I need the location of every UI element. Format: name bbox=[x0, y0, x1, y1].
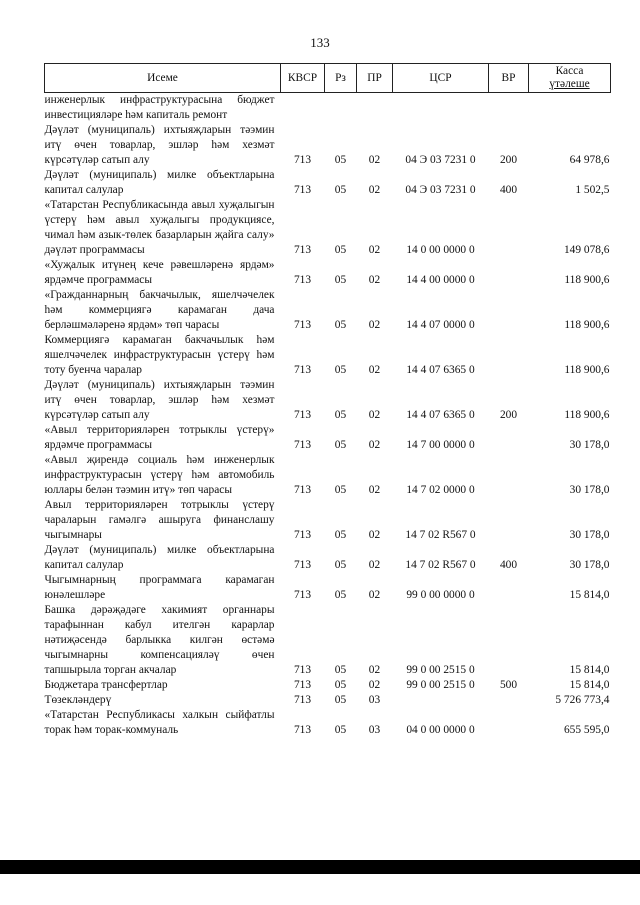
header-name: Исеме bbox=[45, 64, 281, 93]
table-header-row bbox=[45, 64, 611, 93]
row-name: «Хуҗалык итүнең кече рәвешләренә ярдәм» ярдәмче программасы bbox=[44, 259, 275, 286]
row-pr: 02 bbox=[368, 364, 381, 376]
row-amount: 118 900,6 bbox=[564, 319, 610, 331]
row-vr: 400 bbox=[499, 559, 518, 571]
row-pr: 02 bbox=[368, 274, 381, 286]
row-name: Төзекләндерү bbox=[44, 694, 112, 706]
row-vr bbox=[489, 453, 529, 498]
row-vr bbox=[489, 603, 529, 678]
row-pr: 03 bbox=[368, 724, 381, 736]
row-kvsr: 713 bbox=[293, 409, 312, 421]
row-kvsr: 713 bbox=[293, 724, 312, 736]
row-amount: 5 726 773,4 bbox=[555, 694, 610, 706]
row-kvsr: 713 bbox=[293, 664, 312, 676]
row-vr bbox=[489, 258, 529, 288]
row-pr: 02 bbox=[368, 409, 381, 421]
row-csr: 99 0 00 0000 0 bbox=[406, 589, 475, 601]
row-kvsr: 713 bbox=[293, 694, 312, 706]
row-kvsr: 713 bbox=[293, 439, 312, 451]
table-row bbox=[45, 168, 611, 198]
row-name: «Авыл җирендә социаль һәм инженерлык инфраструктурасын үстерү һәм автомобиль юллары белән тәэмин итү» төп чарасы bbox=[44, 454, 275, 496]
table-row bbox=[45, 603, 611, 678]
row-vr bbox=[489, 423, 529, 453]
table-row bbox=[45, 543, 611, 573]
row-vr bbox=[489, 333, 529, 378]
row-rz: 05 bbox=[334, 274, 347, 286]
row-amount bbox=[529, 93, 611, 124]
row-pr: 02 bbox=[368, 664, 381, 676]
row-vr: 400 bbox=[499, 184, 518, 196]
row-rz: 05 bbox=[334, 244, 347, 256]
table-row bbox=[45, 378, 611, 423]
header-vr: ВР bbox=[489, 64, 529, 93]
row-kvsr: 713 bbox=[293, 679, 312, 691]
table-row bbox=[45, 333, 611, 378]
row-csr: 14 7 02 R567 0 bbox=[405, 529, 476, 541]
row-amount: 15 814,0 bbox=[569, 679, 610, 691]
table-body bbox=[45, 93, 611, 739]
row-amount: 30 178,0 bbox=[569, 484, 610, 496]
header-pr: ПР bbox=[357, 64, 393, 93]
row-amount: 118 900,6 bbox=[564, 274, 610, 286]
row-amount: 64 978,6 bbox=[569, 154, 610, 166]
row-name: «Гражданнарның бакчачылык, яшелчәчелек һәм коммерциягә карамаган дача берләшмәләренә ярдәм» төп чарасы bbox=[44, 289, 275, 331]
row-rz: 05 bbox=[334, 679, 347, 691]
row-amount: 30 178,0 bbox=[569, 559, 610, 571]
header-amount-line1: Касса bbox=[555, 65, 584, 77]
row-vr: 200 bbox=[499, 409, 518, 421]
table-row bbox=[45, 423, 611, 453]
row-rz: 05 bbox=[334, 364, 347, 376]
row-name: Авыл территорияләрен тотрыклы үстерү чараларын гамәлгә ашыруга финанслашу чыгымнары bbox=[44, 499, 275, 541]
row-csr: 14 4 00 0000 0 bbox=[406, 274, 475, 286]
row-vr bbox=[489, 708, 529, 738]
row-kvsr: 713 bbox=[293, 274, 312, 286]
row-kvsr: 713 bbox=[293, 319, 312, 331]
row-csr: 14 4 07 6365 0 bbox=[406, 409, 475, 421]
table-row bbox=[45, 498, 611, 543]
row-csr: 14 7 00 0000 0 bbox=[406, 439, 475, 451]
row-csr: 14 4 07 0000 0 bbox=[406, 319, 475, 331]
row-amount: 30 178,0 bbox=[569, 439, 610, 451]
table-row bbox=[45, 258, 611, 288]
header-amount-line2: үтәлеше bbox=[549, 78, 590, 90]
row-pr: 02 bbox=[368, 244, 381, 256]
row-csr: 99 0 00 2515 0 bbox=[406, 679, 475, 691]
row-vr bbox=[489, 573, 529, 603]
row-name: Бюджетара трансфертлар bbox=[44, 679, 168, 691]
row-kvsr: 713 bbox=[293, 484, 312, 496]
row-name: Башка дәрәҗәдәге хакимият органнары тарафыннан кабул ителгән карарлар нәтиҗәсендә барлыкка килгән өстәмә чыгымнарны компенсацияләү өчен тапшырыла торган акчалар bbox=[44, 604, 275, 676]
row-csr: 04 Э 03 7231 0 bbox=[405, 154, 476, 166]
row-vr bbox=[489, 198, 529, 258]
table-row bbox=[45, 453, 611, 498]
row-kvsr: 713 bbox=[293, 529, 312, 541]
row-csr: 04 Э 03 7231 0 bbox=[405, 184, 476, 196]
row-amount: 118 900,6 bbox=[564, 364, 610, 376]
row-rz: 05 bbox=[334, 664, 347, 676]
row-amount: 15 814,0 bbox=[569, 664, 610, 676]
header-rz: Рз bbox=[325, 64, 357, 93]
row-rz: 05 bbox=[334, 409, 347, 421]
row-pr: 02 bbox=[368, 589, 381, 601]
row-vr bbox=[489, 693, 529, 708]
row-name: Коммерциягә карамаган бакчачылык һәм яшелчәчелек инфраструктурасын үстерү һәм тоту буенча чаралар bbox=[44, 334, 275, 376]
header-amount bbox=[529, 64, 611, 93]
row-csr bbox=[393, 93, 489, 124]
row-rz: 05 bbox=[334, 154, 347, 166]
table-row bbox=[45, 123, 611, 168]
row-rz: 05 bbox=[334, 589, 347, 601]
row-kvsr bbox=[281, 93, 325, 124]
budget-table bbox=[44, 63, 611, 738]
row-vr bbox=[489, 93, 529, 124]
row-csr: 14 7 02 0000 0 bbox=[406, 484, 475, 496]
row-rz: 05 bbox=[334, 559, 347, 571]
row-amount: 30 178,0 bbox=[569, 529, 610, 541]
row-amount: 118 900,6 bbox=[564, 409, 610, 421]
row-name: Дәүләт (муниципаль) милке объектларына капитал салулар bbox=[44, 544, 275, 571]
row-kvsr: 713 bbox=[293, 364, 312, 376]
row-vr bbox=[489, 498, 529, 543]
row-csr bbox=[393, 693, 489, 708]
row-pr: 02 bbox=[368, 484, 381, 496]
row-kvsr: 713 bbox=[293, 559, 312, 571]
row-name: Дәүләт (муниципаль) милке объектларына капитал салулар bbox=[44, 169, 275, 196]
row-amount: 1 502,5 bbox=[575, 184, 610, 196]
row-pr: 02 bbox=[368, 184, 381, 196]
table-row bbox=[45, 693, 611, 708]
row-rz: 05 bbox=[334, 484, 347, 496]
row-name: «Авыл территорияләрен тотрыклы үстерү» ярдәмче программасы bbox=[44, 424, 275, 451]
table-row bbox=[45, 573, 611, 603]
table-row bbox=[45, 198, 611, 258]
row-name: Чыгымнарның программага карамаган юнәлешләре bbox=[44, 574, 275, 601]
table-row bbox=[45, 708, 611, 738]
row-name: «Татарстан Республикасында авыл хуҗалыгын үстерү һәм авыл хуҗалыгы продукциясе, чимал һәм азык-төлек базарларын җайга салу» дәүләт программасы bbox=[44, 199, 275, 256]
row-kvsr: 713 bbox=[293, 184, 312, 196]
table-row bbox=[45, 288, 611, 333]
row-name: инженерлык инфраструктурасына бюджет инвестицияләре һәм капиталь ремонт bbox=[44, 94, 275, 121]
row-kvsr: 713 bbox=[293, 589, 312, 601]
row-name: Дәүләт (муниципаль) ихтыяҗларын тәэмин итү өчен товарлар, эшләр һәм хезмәт күрсәтүләр сатып алу bbox=[44, 124, 275, 166]
row-amount: 149 078,6 bbox=[563, 244, 610, 256]
row-rz: 05 bbox=[334, 694, 347, 706]
row-rz: 05 bbox=[334, 724, 347, 736]
row-csr: 04 0 00 0000 0 bbox=[406, 724, 475, 736]
page-number: 133 bbox=[310, 35, 330, 50]
row-amount: 15 814,0 bbox=[569, 589, 610, 601]
row-pr bbox=[357, 93, 393, 124]
row-rz: 05 bbox=[334, 529, 347, 541]
row-name: «Татарстан Республикасы халкын сыйфатлы торак һәм торак-коммуналь bbox=[44, 709, 275, 736]
row-amount: 655 595,0 bbox=[563, 724, 610, 736]
row-kvsr: 713 bbox=[293, 154, 312, 166]
row-vr: 500 bbox=[499, 679, 518, 691]
header-csr: ЦСР bbox=[393, 64, 489, 93]
row-pr: 02 bbox=[368, 559, 381, 571]
header-kvsr: КВСР bbox=[281, 64, 325, 93]
row-csr: 99 0 00 2515 0 bbox=[406, 664, 475, 676]
row-csr: 14 0 00 0000 0 bbox=[406, 244, 475, 256]
row-rz: 05 bbox=[334, 439, 347, 451]
row-rz bbox=[325, 93, 357, 124]
row-pr: 02 bbox=[368, 529, 381, 541]
row-csr: 14 4 07 6365 0 bbox=[406, 364, 475, 376]
row-kvsr: 713 bbox=[293, 244, 312, 256]
table-row bbox=[45, 678, 611, 693]
row-pr: 02 bbox=[368, 439, 381, 451]
row-pr: 02 bbox=[368, 319, 381, 331]
row-rz: 05 bbox=[334, 319, 347, 331]
row-rz: 05 bbox=[334, 184, 347, 196]
table-row bbox=[45, 93, 611, 124]
row-vr: 200 bbox=[499, 154, 518, 166]
row-pr: 02 bbox=[368, 679, 381, 691]
row-csr: 14 7 02 R567 0 bbox=[405, 559, 476, 571]
row-pr: 02 bbox=[368, 154, 381, 166]
row-pr: 03 bbox=[368, 694, 381, 706]
scan-bottom-bar bbox=[0, 860, 640, 874]
row-vr bbox=[489, 288, 529, 333]
row-name: Дәүләт (муниципаль) ихтыяҗларын тәэмин итү өчен товарлар, эшләр һәм хезмәт күрсәтүләр сатып алу bbox=[44, 379, 275, 421]
